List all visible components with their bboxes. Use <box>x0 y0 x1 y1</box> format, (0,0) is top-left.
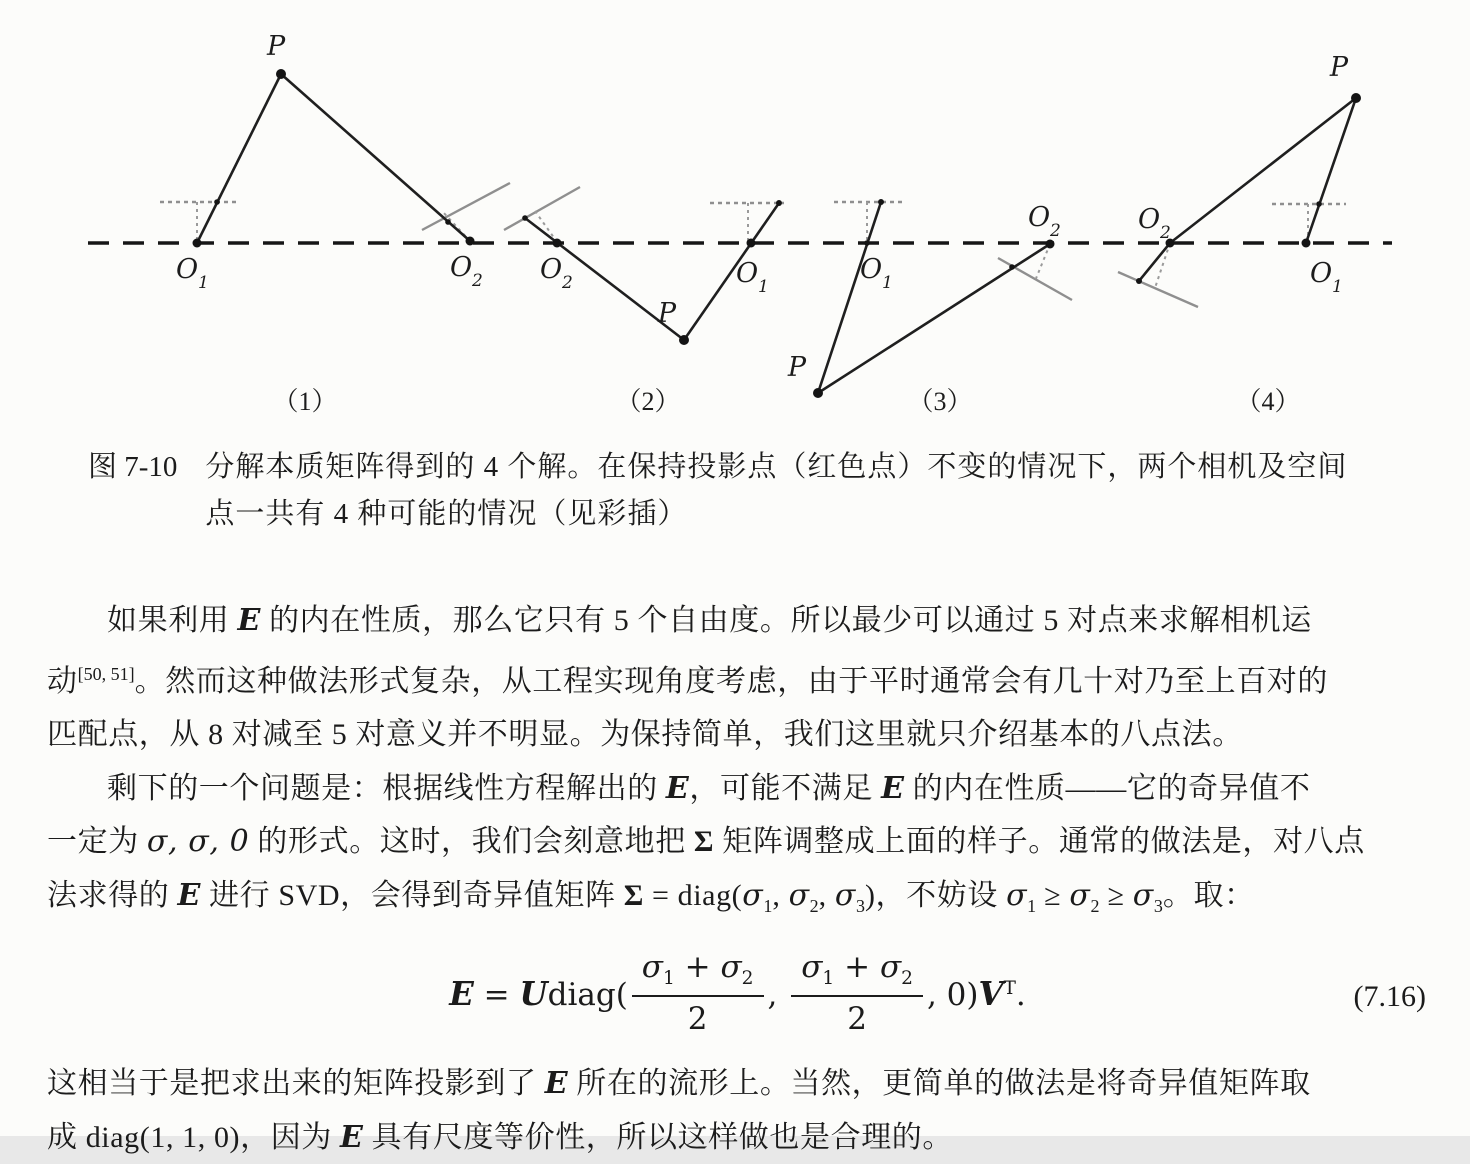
point-O1 <box>747 239 756 248</box>
solution-number: （3） <box>907 387 972 416</box>
text-line: 成 diag(1, 1, 0)，因为 E 具有尺度等价性，所以这样做也是合理的。 <box>47 1111 1428 1164</box>
point-O2 <box>466 237 475 246</box>
figure-caption-label: 图 7-10 <box>88 444 177 538</box>
eq-fraction-1: $\frac{\sigma_1 + \sigma_2}{2}$ <box>632 949 764 1036</box>
label-O: O <box>176 254 198 285</box>
text-line: 一定为 σ, σ, 0 的形式。这时，我们会刻意地把 Σ 矩阵调整成上面的样子。通常的做法是，对八点 <box>47 815 1428 869</box>
sight-line <box>1306 98 1356 243</box>
solution-1-diagram <box>160 31 510 416</box>
point-O1 <box>193 239 202 248</box>
sight-line <box>197 74 281 243</box>
solution-2-diagram <box>504 187 784 416</box>
text-line: 剩下的一个问题是：根据线性方程解出的 E，可能不满足 E 的内在性质——它的奇异值不 <box>47 762 1428 816</box>
sight-line <box>818 202 881 393</box>
label-O-sub: 2 <box>1049 221 1061 241</box>
eq-diag: diag( <box>548 978 628 1014</box>
camera-plane <box>504 187 580 230</box>
camera-plane <box>998 258 1072 300</box>
eq-tail: , 0) <box>927 978 979 1014</box>
projection-point <box>522 215 528 221</box>
eq-E: E <box>449 976 474 1014</box>
label-O: O <box>1138 204 1160 235</box>
projection-point <box>776 200 782 206</box>
solution-number: （1） <box>272 387 337 416</box>
camera-axis <box>535 211 557 242</box>
projection-point <box>445 219 451 225</box>
label-O: O <box>736 258 758 289</box>
label-P: P <box>787 352 807 383</box>
point-P <box>1351 93 1361 103</box>
projection-point <box>878 199 884 205</box>
projection-point <box>1136 278 1142 284</box>
equation-7-16 <box>47 939 1428 1055</box>
equation-number: (7.16) <box>1354 980 1426 1014</box>
label-O: O <box>1310 258 1332 289</box>
point-P <box>276 69 286 79</box>
solution-3-diagram <box>787 199 1072 416</box>
camera-axis <box>1155 243 1170 288</box>
sight-line <box>684 203 779 340</box>
paragraph <box>47 762 1428 934</box>
figure-caption-text <box>205 444 1347 538</box>
point-O1 <box>1302 239 1311 248</box>
equation-content <box>449 953 1026 1040</box>
eq-U: U <box>519 976 547 1014</box>
eq-fraction-2: $\frac{\sigma_1 + \sigma_2}{2}$ <box>791 949 923 1036</box>
label-O-sub: 2 <box>561 273 573 293</box>
text-line: 法求得的 E 进行 SVD，会得到奇异值矩阵 $\Sigma = diag(\sigma_1$, $\sigma_2$, $\sigma_3$)，不妨设 $\sigma_1 \ge \sigma_2 \ge \sigma_3$。取： <box>47 869 1428 934</box>
label-O-sub: 1 <box>758 277 769 297</box>
sight-line <box>281 74 470 241</box>
label-O-sub: 1 <box>198 273 209 293</box>
label-O-sub: 2 <box>471 271 483 291</box>
body-text <box>0 1057 1470 1164</box>
projection-point <box>1009 264 1015 270</box>
label-P: P <box>266 31 286 62</box>
label-O-sub: 2 <box>1159 223 1171 243</box>
label-O: O <box>540 254 562 285</box>
figure-caption-line: 点一共有 4 种可能的情况（见彩插） <box>205 491 1347 538</box>
figure-caption-line: 分解本质矩阵得到的 4 个解。在保持投影点（红色点）不变的情况下，两个相机及空间 <box>205 444 1347 491</box>
eq-separator: , <box>768 978 788 1014</box>
label-O: O <box>1028 202 1050 233</box>
label-P: P <box>657 298 677 329</box>
solution-number: （2） <box>615 387 680 416</box>
label-O: O <box>860 254 882 285</box>
camera-plane <box>422 183 510 230</box>
label-O-sub: 1 <box>1332 277 1343 297</box>
projection-point <box>214 199 220 205</box>
text-line: 如果利用 E 的内在性质，那么它只有 5 个自由度。所以最少可以通过 5 对点来求解相机运 <box>47 594 1428 648</box>
point-O1 <box>864 240 870 246</box>
text-line: 匹配点，从 8 对减至 5 对意义并不明显。为保持简单，我们这里就只介绍基本的八点法。 <box>47 708 1428 762</box>
text-line: 动[50, 51]。然而这种做法形式复杂，从工程实现角度考虑，由于平时通常会有几十对乃至上百对的 <box>47 648 1428 709</box>
point-P <box>679 335 689 345</box>
paragraph <box>47 1057 1428 1164</box>
essential-matrix-solutions-diagram <box>0 0 1470 428</box>
text-line: 这相当于是把求出来的矩阵投影到了 E 所在的流形上。当然，更简单的做法是将奇异值矩阵取 <box>47 1057 1428 1111</box>
label-P: P <box>1329 52 1349 83</box>
figure-7-10 <box>0 0 1470 428</box>
body-text <box>0 594 1470 933</box>
projection-point <box>1316 201 1322 207</box>
solution-4-diagram <box>1118 52 1361 416</box>
paragraph <box>47 594 1428 762</box>
solution-number: （4） <box>1235 387 1300 416</box>
point-P <box>813 388 823 398</box>
eq-V: V <box>978 976 1003 1014</box>
eq-transpose: T <box>1004 978 1016 999</box>
label-O-sub: 1 <box>882 273 893 293</box>
figure-caption <box>88 444 1470 538</box>
point-O2 <box>553 239 562 248</box>
label-O: O <box>450 252 472 283</box>
eq-period: . <box>1016 978 1026 1014</box>
sight-line <box>818 244 1050 393</box>
eq-rel: = <box>474 978 520 1014</box>
